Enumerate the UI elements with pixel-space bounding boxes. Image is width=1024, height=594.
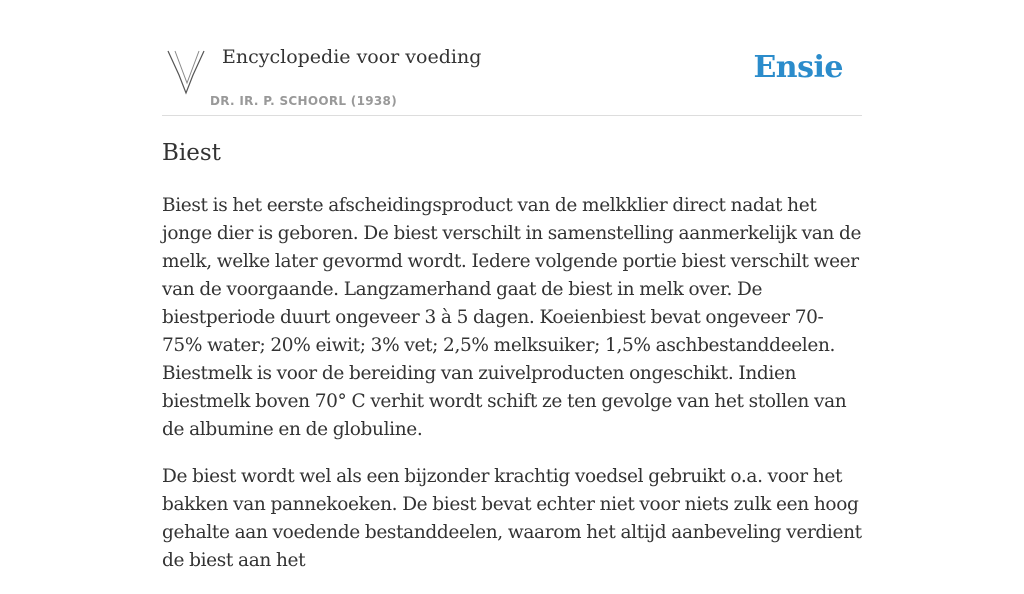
article-title: Biest	[162, 140, 221, 166]
book-author: DR. IR. P. SCHOORL (1938)	[210, 94, 397, 108]
header	[162, 0, 862, 116]
v-logo-icon[interactable]	[166, 49, 208, 97]
article-body	[162, 192, 862, 594]
page-container	[162, 0, 862, 571]
brand-logo[interactable]: Ensie	[753, 50, 843, 85]
article-paragraph: De biest wordt wel als een bijzonder krachtig voedsel gebruikt o.a. voor het bakken van pannekoeken. De biest bevat echter niet voor niets zulk een hoog gehalte aan voedende bestanddeelen, waarom het altijd aanbeveling verdient de biest aan het	[162, 466, 862, 571]
book-title[interactable]: Encyclopedie voor voeding	[222, 46, 482, 68]
article-paragraph: Biest is het eerste afscheidingsproduct van de melkklier direct nadat het jonge dier is geboren. De biest verschilt in samenstelling aanmerkelijk van de melk, welke later gevormd wordt. Iedere volgende portie biest verschilt weer van de voorgaande. Langzamerhand gaat de biest in melk over. De biestperiode duurt ongeveer 3 à 5 dagen. Koeienbiest bevat ongeveer 70-75% water; 20% eiwit; 3% vet; 2,5% melksuiker; 1,5% aschbestanddeelen. Biestmelk is voor de bereiding van zuivelproducten ongeschikt. Indien biestmelk boven 70° C verhit wordt schift ze ten gevolge van het stollen van de albumine en de globuline.	[162, 195, 862, 440]
